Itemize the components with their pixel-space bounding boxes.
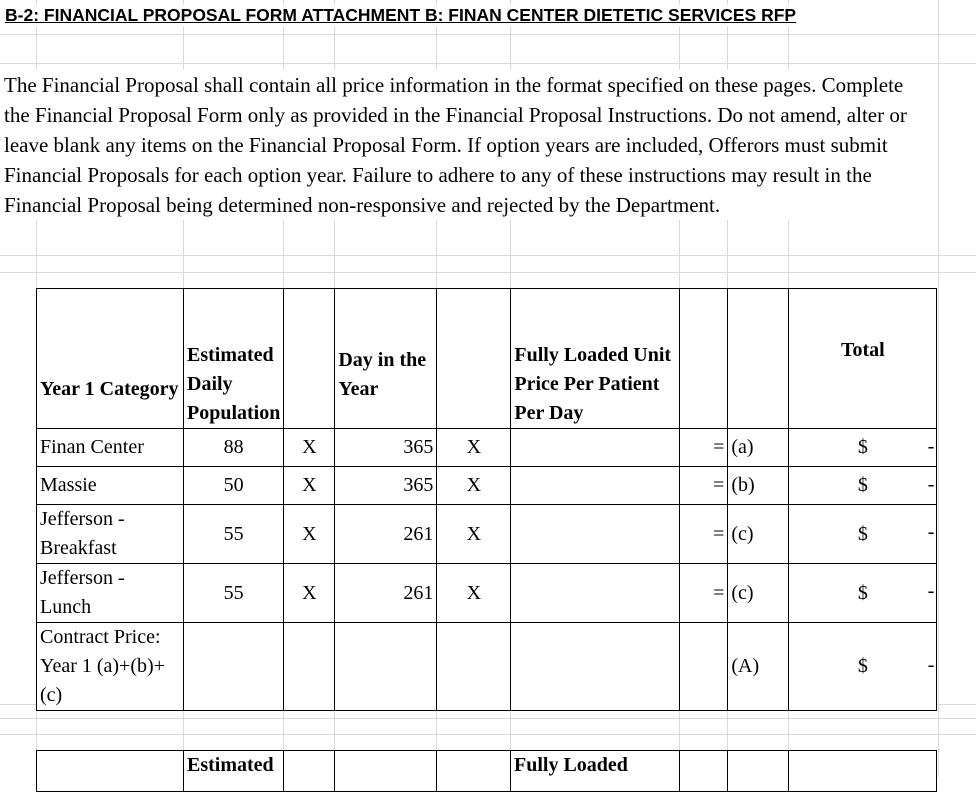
equals-sign: = <box>680 564 728 623</box>
total-cell <box>789 429 937 467</box>
unit-price-input[interactable] <box>511 467 680 505</box>
header-category: Year 1 Category <box>37 289 184 429</box>
total-amount: - <box>927 521 935 544</box>
header-total: Total <box>789 289 937 429</box>
category-cell: Massie <box>37 467 184 505</box>
table-header-row <box>37 751 937 792</box>
equals-sign: = <box>680 505 728 564</box>
table-row <box>37 467 937 505</box>
multiply-sign: X <box>437 564 511 623</box>
header-population: Estimated <box>184 751 284 792</box>
currency-symbol: $ <box>857 436 868 458</box>
contract-total-cell <box>789 623 937 711</box>
unit-price-input[interactable] <box>511 505 680 564</box>
multiply-sign: X <box>284 429 335 467</box>
table-row <box>37 564 937 623</box>
contract-label: Contract Price: Year 1 (a)+(b)+(c) <box>37 623 184 711</box>
ref-label: (a) <box>728 429 789 467</box>
header-unit-price: Fully Loaded <box>511 751 680 792</box>
year2-price-table <box>36 750 937 792</box>
category-cell: Jefferson - Lunch <box>37 564 184 623</box>
ref-label: (c) <box>728 564 789 623</box>
multiply-sign: X <box>284 564 335 623</box>
days-cell: 261 <box>335 505 437 564</box>
contract-total-amount: - <box>927 653 935 676</box>
population-cell: 55 <box>184 505 284 564</box>
category-cell: Jefferson - Breakfast <box>37 505 184 564</box>
total-amount: - <box>927 434 935 457</box>
multiply-sign: X <box>437 429 511 467</box>
currency-symbol: $ <box>857 581 868 604</box>
days-cell: 365 <box>335 467 437 505</box>
table-header-row <box>37 289 937 429</box>
currency-symbol: $ <box>857 655 868 677</box>
days-cell: 261 <box>335 564 437 623</box>
ref-label: (c) <box>728 505 789 564</box>
population-cell: 55 <box>184 564 284 623</box>
total-cell <box>789 467 937 505</box>
multiply-sign: X <box>284 467 335 505</box>
page-title: B-2: FINANCIAL PROPOSAL FORM ATTACHMENT B: FINAN CENTER DIETETIC SERVICES RFP <box>5 5 797 25</box>
contract-price-row <box>37 623 937 711</box>
header-days: Day in the Year <box>335 289 437 429</box>
unit-price-input[interactable] <box>511 429 680 467</box>
multiply-sign: X <box>437 467 511 505</box>
population-cell: 88 <box>184 429 284 467</box>
header-population: Estimated Daily Population <box>184 289 284 429</box>
table-row <box>37 505 937 564</box>
total-amount: - <box>927 580 935 603</box>
currency-symbol: $ <box>857 522 868 545</box>
intro-text: The Financial Proposal shall contain all price information in the format specified on these pages. Complete the Financial Proposal Form only as provided in the Financial Proposal Instructions. Do not amend, alter or leave blank any items on the Financial Proposal Form. If option years are included, Offerors must submit Financial Proposals for each option year. Failure to adhere to any of these instructions may result in the Financial Proposal being determined non-responsive and rejected by the Department. <box>4 73 907 217</box>
ref-label: (b) <box>728 467 789 505</box>
category-cell: Finan Center <box>37 429 184 467</box>
multiply-sign: X <box>284 505 335 564</box>
population-cell: 50 <box>184 467 284 505</box>
year1-price-table <box>36 288 937 711</box>
equals-sign: = <box>680 467 728 505</box>
multiply-sign: X <box>437 505 511 564</box>
currency-symbol: $ <box>857 474 868 496</box>
total-cell <box>789 505 937 564</box>
header-unit-price: Fully Loaded Unit Price Per Patient Per Day <box>511 289 680 429</box>
intro-paragraph <box>4 70 934 220</box>
total-cell <box>789 564 937 623</box>
days-cell: 365 <box>335 429 437 467</box>
total-amount: - <box>927 472 935 495</box>
equals-sign: = <box>680 429 728 467</box>
ref-label: (A) <box>728 623 789 711</box>
table-row <box>37 429 937 467</box>
unit-price-input[interactable] <box>511 564 680 623</box>
